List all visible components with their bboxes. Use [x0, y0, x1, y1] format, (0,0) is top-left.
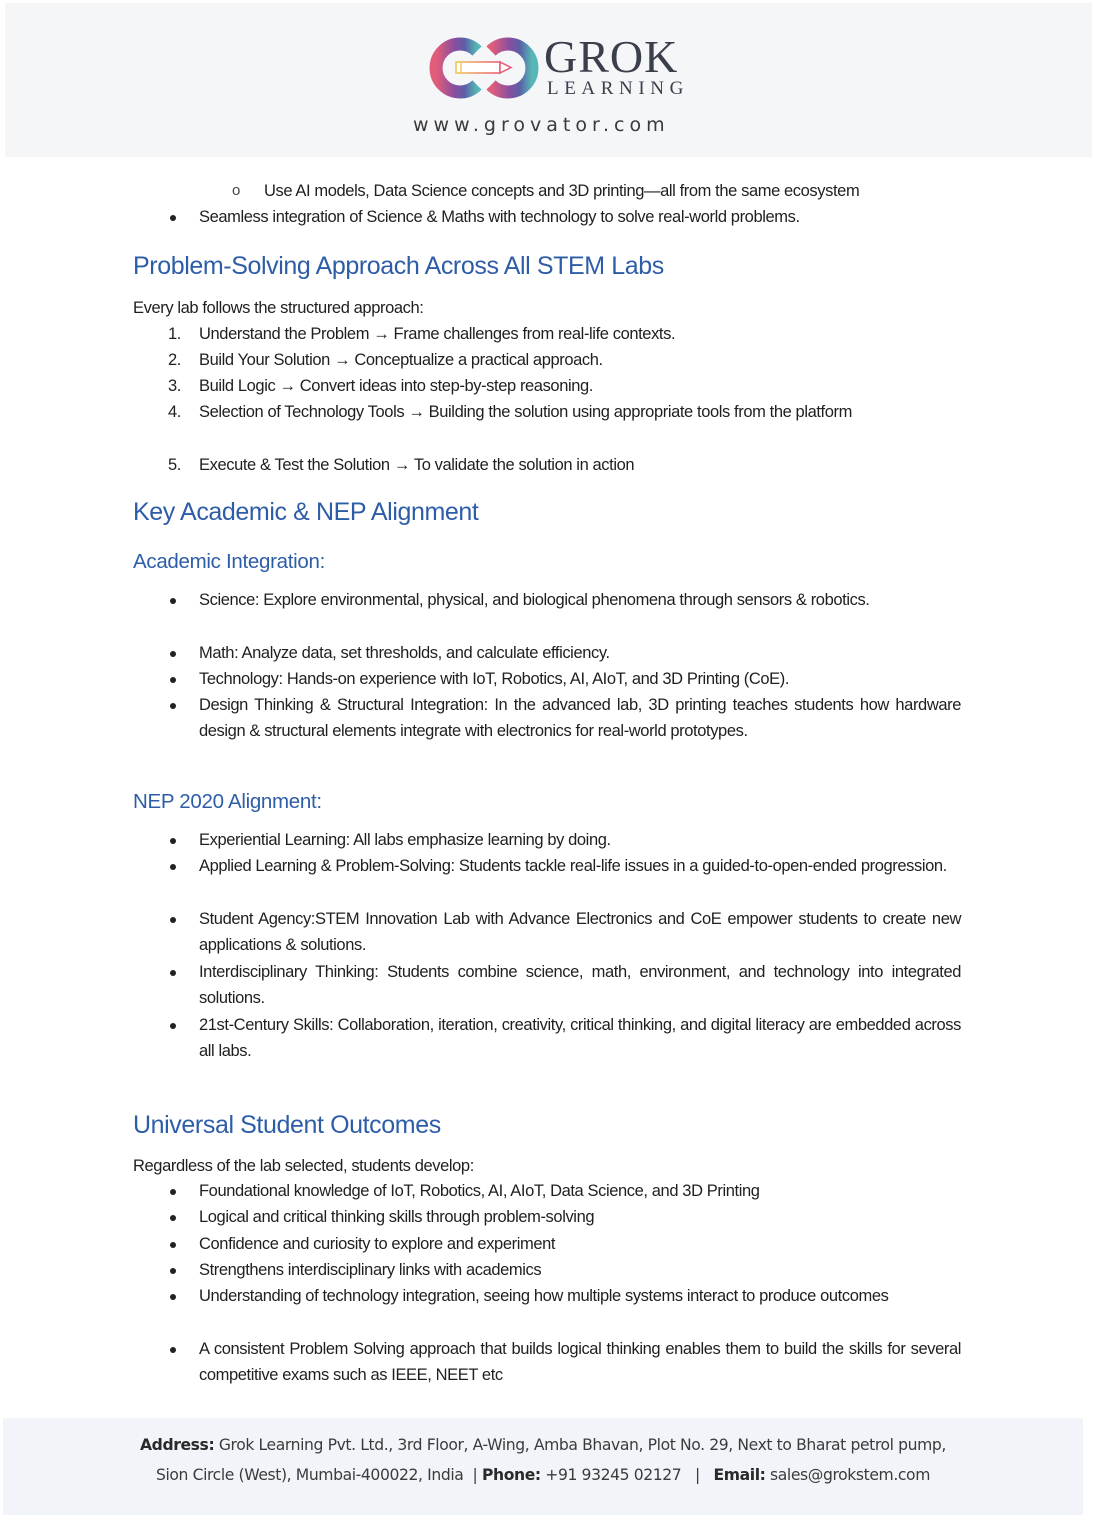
- bullet-icon: [170, 1189, 176, 1195]
- address-text-2: Sion Circle (West), Mumbai-400022, India: [155, 1466, 464, 1484]
- brand-name: GROK: [544, 31, 679, 82]
- list-item-text: Math: Analyze data, set thresholds, and calculate efficiency.: [199, 644, 610, 662]
- bullet-icon: [170, 651, 176, 657]
- address-label: Address:: [140, 1436, 215, 1454]
- list-item-text: Foundational knowledge of IoT, Robotics, AI, AIoT, Data Science, and 3D Printing: [199, 1182, 760, 1200]
- section-intro: Every lab follows the structured approach:: [133, 299, 424, 317]
- subsection-heading-academic: Academic Integration:: [133, 550, 325, 573]
- step-text: Build Your Solution → Conceptualize a practical approach.: [199, 351, 603, 369]
- bullet-icon: [170, 1294, 176, 1300]
- email-link[interactable]: sales@grokstem.com: [765, 1466, 930, 1484]
- list-item-text: Science: Explore environmental, physical, and biological phenomena through sensors & robotics.: [199, 591, 870, 609]
- bullet-icon: [170, 917, 176, 923]
- bullet-icon: [170, 215, 176, 221]
- page-footer: [3, 1418, 1083, 1515]
- section-heading-alignment: Key Academic & NEP Alignment: [133, 498, 479, 526]
- list-item-text: Understanding of technology integration, seeing how multiple systems interact to produce outcomes: [199, 1287, 889, 1305]
- brand-subtitle: LEARNING: [547, 78, 689, 99]
- section-intro: Regardless of the lab selected, students develop:: [133, 1157, 474, 1175]
- list-item-text: Use AI models, Data Science concepts and 3D printing—all from the same ecosystem: [264, 182, 860, 200]
- list-item-text: Strengthens interdisciplinary links with academics: [199, 1261, 542, 1279]
- bullet-icon: [170, 677, 176, 683]
- email-label: Email:: [713, 1466, 766, 1484]
- list-item-text: Technology: Hands-on experience with IoT, Robotics, AI, AIoT, and 3D Printing (CoE).: [199, 670, 790, 688]
- list-item-text: Student Agency:STEM Innovation Lab with Advance Electronics and CoE empower students to create new applications & solutions.: [199, 910, 961, 955]
- sub-bullet-marker: o: [232, 182, 240, 199]
- list-item-text: Experiential Learning: All labs emphasize learning by doing.: [199, 831, 611, 849]
- list-item-text: Design Thinking & Structural Integration: In the advanced lab, 3D printing teaches students how hardware design & structural elements integrate with electronics for real-world prototypes.: [199, 696, 961, 741]
- list-item-text: Logical and critical thinking skills through problem-solving: [199, 1208, 595, 1226]
- subsection-heading-nep: NEP 2020 Alignment:: [133, 790, 322, 813]
- list-item-text: 21st-Century Skills: Collaboration, iteration, creativity, critical thinking, and digital literacy are embedded across all labs.: [199, 1016, 961, 1061]
- step-text: Understand the Problem → Frame challenges from real-life contexts.: [199, 325, 676, 343]
- bullet-icon: [170, 598, 176, 604]
- section-heading-outcomes: Universal Student Outcomes: [133, 1111, 441, 1139]
- footer-contact-line: [3, 1466, 1083, 1484]
- step-number: 3.: [168, 377, 181, 395]
- page-header: [5, 3, 1092, 157]
- bullet-icon: [170, 1268, 176, 1274]
- step-number: 4.: [168, 403, 181, 421]
- list-item-text: Seamless integration of Science & Maths with technology to solve real-world problems.: [199, 208, 800, 226]
- step-text: Execute & Test the Solution → To validate the solution in action: [199, 456, 635, 474]
- step-number: 2.: [168, 351, 181, 369]
- step-text: Selection of Technology Tools → Building the solution using appropriate tools from the platform: [199, 403, 852, 421]
- separator: |: [695, 1466, 700, 1484]
- list-item-text: A consistent Problem Solving approach that builds logical thinking enables them to build the skills for several competitive exams such as IEEE, NEET etc: [199, 1340, 961, 1385]
- step-number: 5.: [168, 456, 181, 474]
- footer-address-line: [3, 1436, 1083, 1454]
- bullet-icon: [170, 864, 176, 870]
- bullet-icon: [170, 703, 176, 709]
- separator: |: [472, 1466, 478, 1484]
- infinity-pencil-logo-icon: [423, 35, 549, 101]
- bullet-icon: [170, 1023, 176, 1029]
- bullet-icon: [170, 970, 176, 976]
- bullet-icon: [170, 1215, 176, 1221]
- list-item-text: Confidence and curiosity to explore and experiment: [199, 1235, 556, 1253]
- address-text: Grok Learning Pvt. Ltd., 3rd Floor, A-Wing, Amba Bhavan, Plot No. 29, Next to Bharat petrol pump,: [214, 1436, 946, 1454]
- section-heading-problem-solving: Problem-Solving Approach Across All STEM Labs: [133, 252, 664, 280]
- phone-number[interactable]: +91 93245 02127: [540, 1466, 682, 1484]
- bullet-icon: [170, 1347, 176, 1353]
- bullet-icon: [170, 1242, 176, 1248]
- phone-label: Phone:: [481, 1466, 541, 1484]
- bullet-icon: [170, 838, 176, 844]
- step-number: 1.: [168, 325, 181, 343]
- step-text: Build Logic → Convert ideas into step-by-step reasoning.: [199, 377, 593, 395]
- website-url: www.grovator.com: [413, 114, 670, 136]
- list-item-text: Interdisciplinary Thinking: Students combine science, math, environment, and technology into integrated solutions.: [199, 963, 961, 1008]
- list-item-text: Applied Learning & Problem-Solving: Students tackle real-life issues in a guided-to-open-ended progression.: [199, 857, 947, 875]
